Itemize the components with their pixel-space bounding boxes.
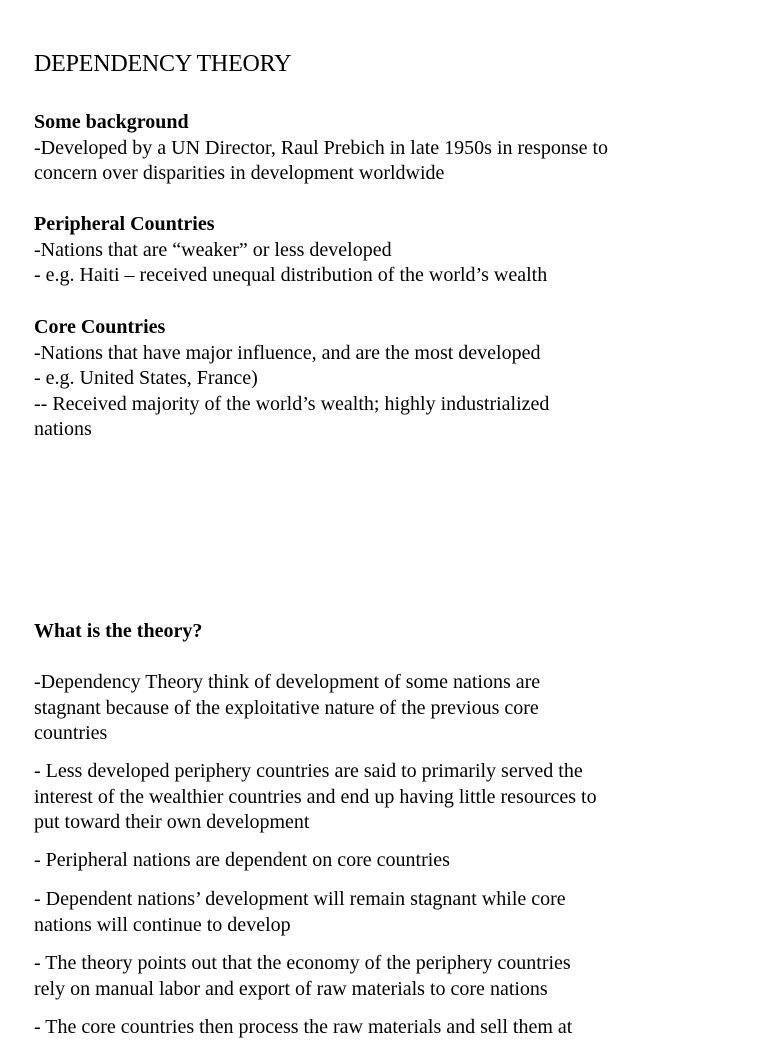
text-line: countries: [34, 722, 108, 745]
text-line: interest of the wealthier countries and end up having little resources to: [34, 785, 597, 808]
text-line: -Nations that are “weaker” or less developed: [34, 238, 392, 261]
theory-paragraph: [34, 951, 724, 1002]
section-heading-theory: What is the theory?: [34, 620, 203, 642]
text-line: - e.g. Haiti – received unequal distribution of the world’s wealth: [34, 264, 548, 287]
document-title: DEPENDENCY THEORY: [34, 51, 292, 77]
text-line: concern over disparities in development worldwide: [34, 162, 445, 185]
text-line: stagnant because of the exploitative nature of the previous core: [34, 696, 539, 719]
theory-paragraph: [34, 887, 724, 938]
section-core-countries: [34, 315, 724, 443]
text-line: -Dependency Theory think of development of some nations are: [34, 671, 541, 693]
theory-paragraph: [34, 670, 724, 747]
theory-paragraph: [34, 848, 724, 874]
text-line: rely on manual labor and export of raw materials to core nations: [34, 977, 548, 1000]
text-line: -Nations that have major influence, and are the most developed: [34, 341, 541, 364]
section-peripheral-countries: [34, 212, 724, 289]
text-line: -Developed by a UN Director, Raul Prebich in late 1950s in response to: [34, 136, 609, 159]
section-background: [34, 110, 724, 187]
theory-paragraph: [34, 759, 724, 836]
text-line: - The theory points out that the economy of the periphery countries: [34, 952, 571, 974]
text-line: - e.g. United States, France): [34, 367, 258, 390]
text-line: nations will continue to develop: [34, 913, 291, 936]
theory-paragraph: [34, 1015, 724, 1041]
section-heading-theory-wrap: [34, 619, 724, 645]
text-line: - Less developed periphery countries are said to primarily served the: [34, 760, 583, 782]
text-line: - Dependent nations’ development will remain stagnant while core: [34, 888, 566, 910]
text-line: - Peripheral nations are dependent on core countries: [34, 849, 450, 871]
text-line: -- Received majority of the world’s wealth; highly industrialized: [34, 392, 550, 415]
section-heading-core: Core Countries: [34, 316, 166, 338]
text-line: - The core countries then process the raw materials and sell them at: [34, 1016, 573, 1038]
text-line: put toward their own development: [34, 811, 310, 834]
section-heading-peripheral: Peripheral Countries: [34, 213, 215, 235]
text-line: nations: [34, 418, 92, 441]
section-heading-background: Some background: [34, 111, 189, 133]
